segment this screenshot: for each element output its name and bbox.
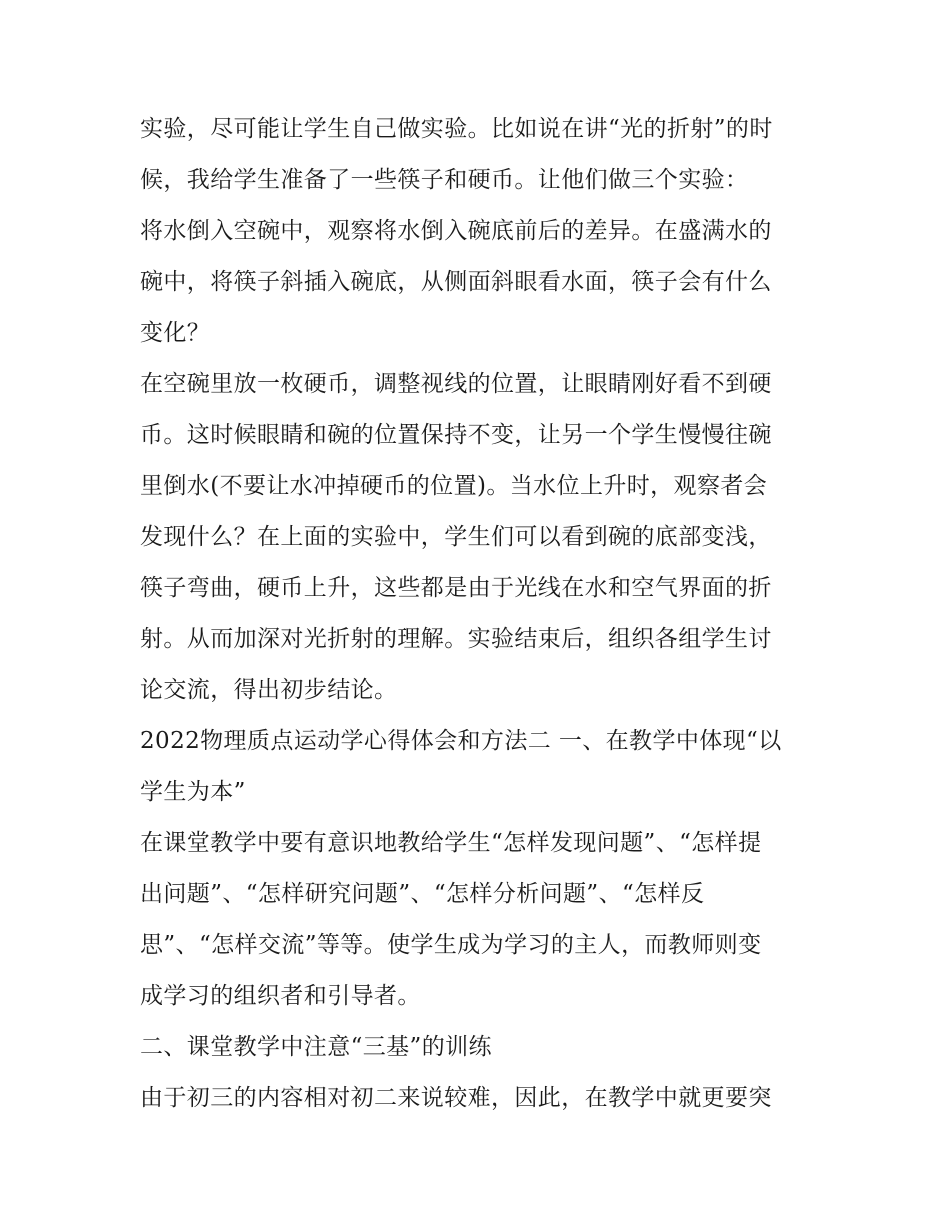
text-line: 出问题”、“怎样研究问题”、“怎样分析问题”、“怎样反 [140,881,705,907]
heading-line: 学生为本” [140,779,246,805]
text-line: 变化？ [140,320,211,346]
text-line: 在课堂教学中要有意识地教给学生“怎样发现问题”、“怎样提 [140,830,762,856]
text-line: 射。从而加深对光折射的理解。实验结束后，组织各组学生讨 [140,626,772,652]
heading-line: 2022物理质点运动学心得体会和方法二 一、在教学中体现“以 [140,728,782,754]
section-heading: 二、课堂教学中注意“三基”的训练 [140,1034,492,1060]
text-line: 成学习的组织者和引导者。 [140,983,421,1009]
text-line: 实验，尽可能让学生自己做实验。比如说在讲“光的折射”的时 [140,116,773,142]
text-line: 里倒水(不要让水冲掉硬币的位置)。当水位上升时，观察者会 [140,473,768,499]
document-body [140,104,820,1124]
text-line: 思”、“怎样交流”等等。使学生成为学习的主人，而教师则变 [140,932,762,958]
text-line: 碗中，将筷子斜插入碗底，从侧面斜眼看水面，筷子会有什么 [140,269,772,295]
text-line: 在空碗里放一枚硬币，调整视线的位置，让眼睛刚好看不到硬 [140,371,772,397]
text-line: 筷子弯曲，硬币上升，这些都是由于光线在水和空气界面的折 [140,575,772,601]
text-line: 币。这时候眼睛和碗的位置保持不变，让另一个学生慢慢往碗 [140,422,772,448]
text-line: 将水倒入空碗中，观察将水倒入碗底前后的差异。在盛满水的 [140,218,772,244]
text-line: 由于初三的内容相对初二来说较难，因此，在教学中就更要突 [140,1085,772,1111]
text-line: 发现什么？在上面的实验中，学生们可以看到碗的底部变浅， [140,524,772,550]
text-line: 论交流，得出初步结论。 [140,677,398,703]
text-line: 候，我给学生准备了一些筷子和硬币。让他们做三个实验： [140,167,749,193]
